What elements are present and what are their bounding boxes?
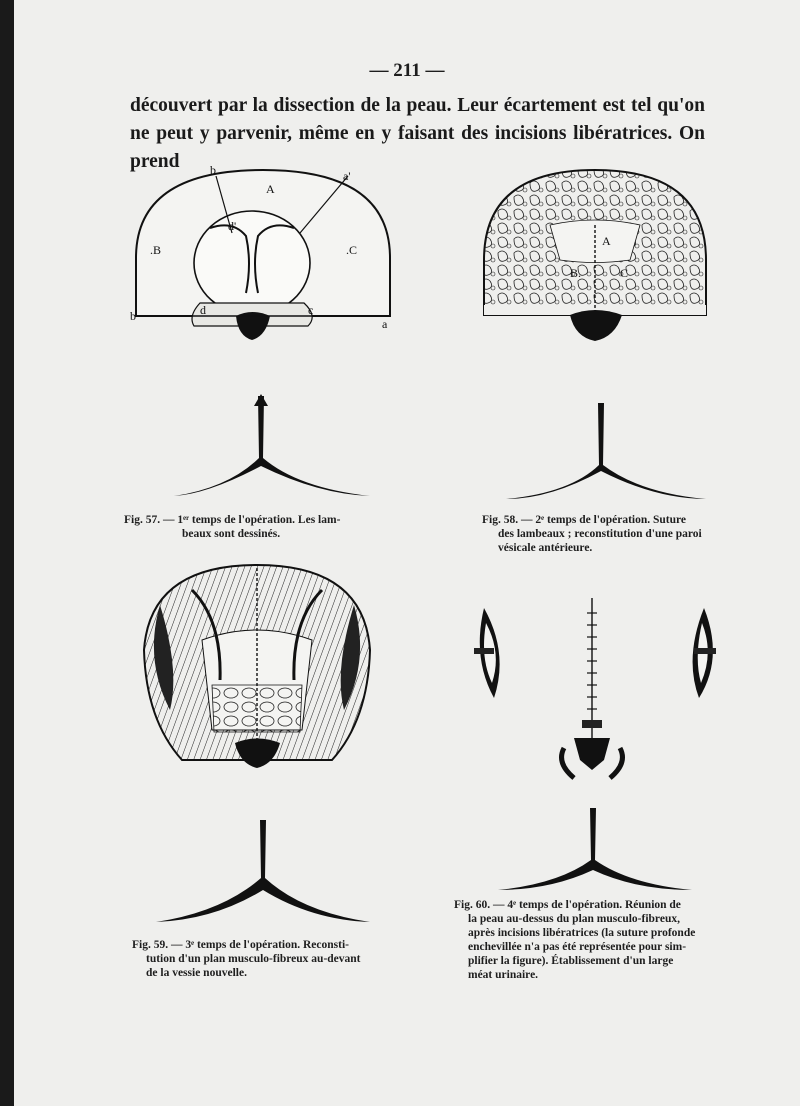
book-page bbox=[14, 0, 800, 1106]
figure-58-illustration bbox=[480, 165, 710, 510]
figure-58-caption-line-2: des lambeaux ; reconstitution d'une paroi bbox=[498, 528, 702, 540]
fig57-label-A: A bbox=[266, 182, 275, 196]
fig57-label-c-bot: c bbox=[308, 303, 314, 317]
figure-60-illustration bbox=[454, 598, 744, 898]
fig57-label-d-bot: d bbox=[200, 303, 206, 317]
figure-57-illustration bbox=[128, 158, 398, 508]
figure-57-caption-line-2: beaux sont dessinés. bbox=[182, 528, 281, 540]
fig57-label-b-top: b bbox=[210, 163, 216, 177]
figure-59-caption-line-3: de la vessie nouvelle. bbox=[146, 967, 247, 979]
figure-60-caption bbox=[454, 898, 734, 982]
figure-60-caption-line-1: Fig. 60. — 4ᵉ temps de l'opération. Réunion de bbox=[454, 899, 681, 911]
figure-59-caption-line-1: Fig. 59. — 3ᵉ temps de l'opération. Reconsti- bbox=[132, 939, 349, 951]
figure-60-caption-line-3: après incisions libératrices (la suture profonde bbox=[468, 927, 696, 939]
figure-60-caption-line-4: enchevillée n'a pas été représentée pour sim- bbox=[468, 941, 687, 953]
figure-57-caption bbox=[124, 513, 394, 541]
figure-60-caption-line-6: méat urinaire. bbox=[468, 969, 539, 981]
figure-60-caption-line-2: la peau au-dessus du plan musculo-fibreux, bbox=[468, 913, 680, 925]
figure-57-caption-line-1: Fig. 57. — 1ᵉʳ temps de l'opération. Les lam- bbox=[124, 514, 341, 526]
fig57-label-B: .B bbox=[150, 243, 162, 257]
fig58-label-C: C bbox=[620, 266, 629, 280]
body-paragraph: découvert par la dissection de la peau. Leur écartement est tel qu'on ne peut y parvenir, même en y faisant des incisions libératrices. On prend bbox=[130, 95, 705, 172]
fig57-label-C: .C bbox=[346, 243, 358, 257]
figure-58-caption-line-3: vésicale antérieure. bbox=[498, 542, 593, 554]
figure-58-caption bbox=[482, 513, 712, 555]
fig57-label-d-top: d' bbox=[228, 219, 237, 233]
fig57-label-b-bot: b bbox=[130, 309, 136, 323]
fig58-label-A: A bbox=[602, 234, 611, 248]
figure-60-caption-line-5: plifier la figure). Établissement d'un large bbox=[468, 955, 674, 967]
figure-59-caption bbox=[132, 938, 392, 980]
fig58-label-B: B. bbox=[570, 266, 582, 280]
figure-59-illustration bbox=[132, 560, 382, 930]
figure-58-caption-line-1: Fig. 58. — 2ᵉ temps de l'opération. Suture bbox=[482, 514, 687, 526]
figure-59-caption-line-2: tution d'un plan musculo-fibreux au-devant bbox=[146, 953, 361, 965]
fig57-label-a-top: a' bbox=[343, 169, 351, 183]
fig57-label-a-bot: a bbox=[382, 317, 388, 331]
page-number: — 211 — bbox=[369, 60, 445, 81]
